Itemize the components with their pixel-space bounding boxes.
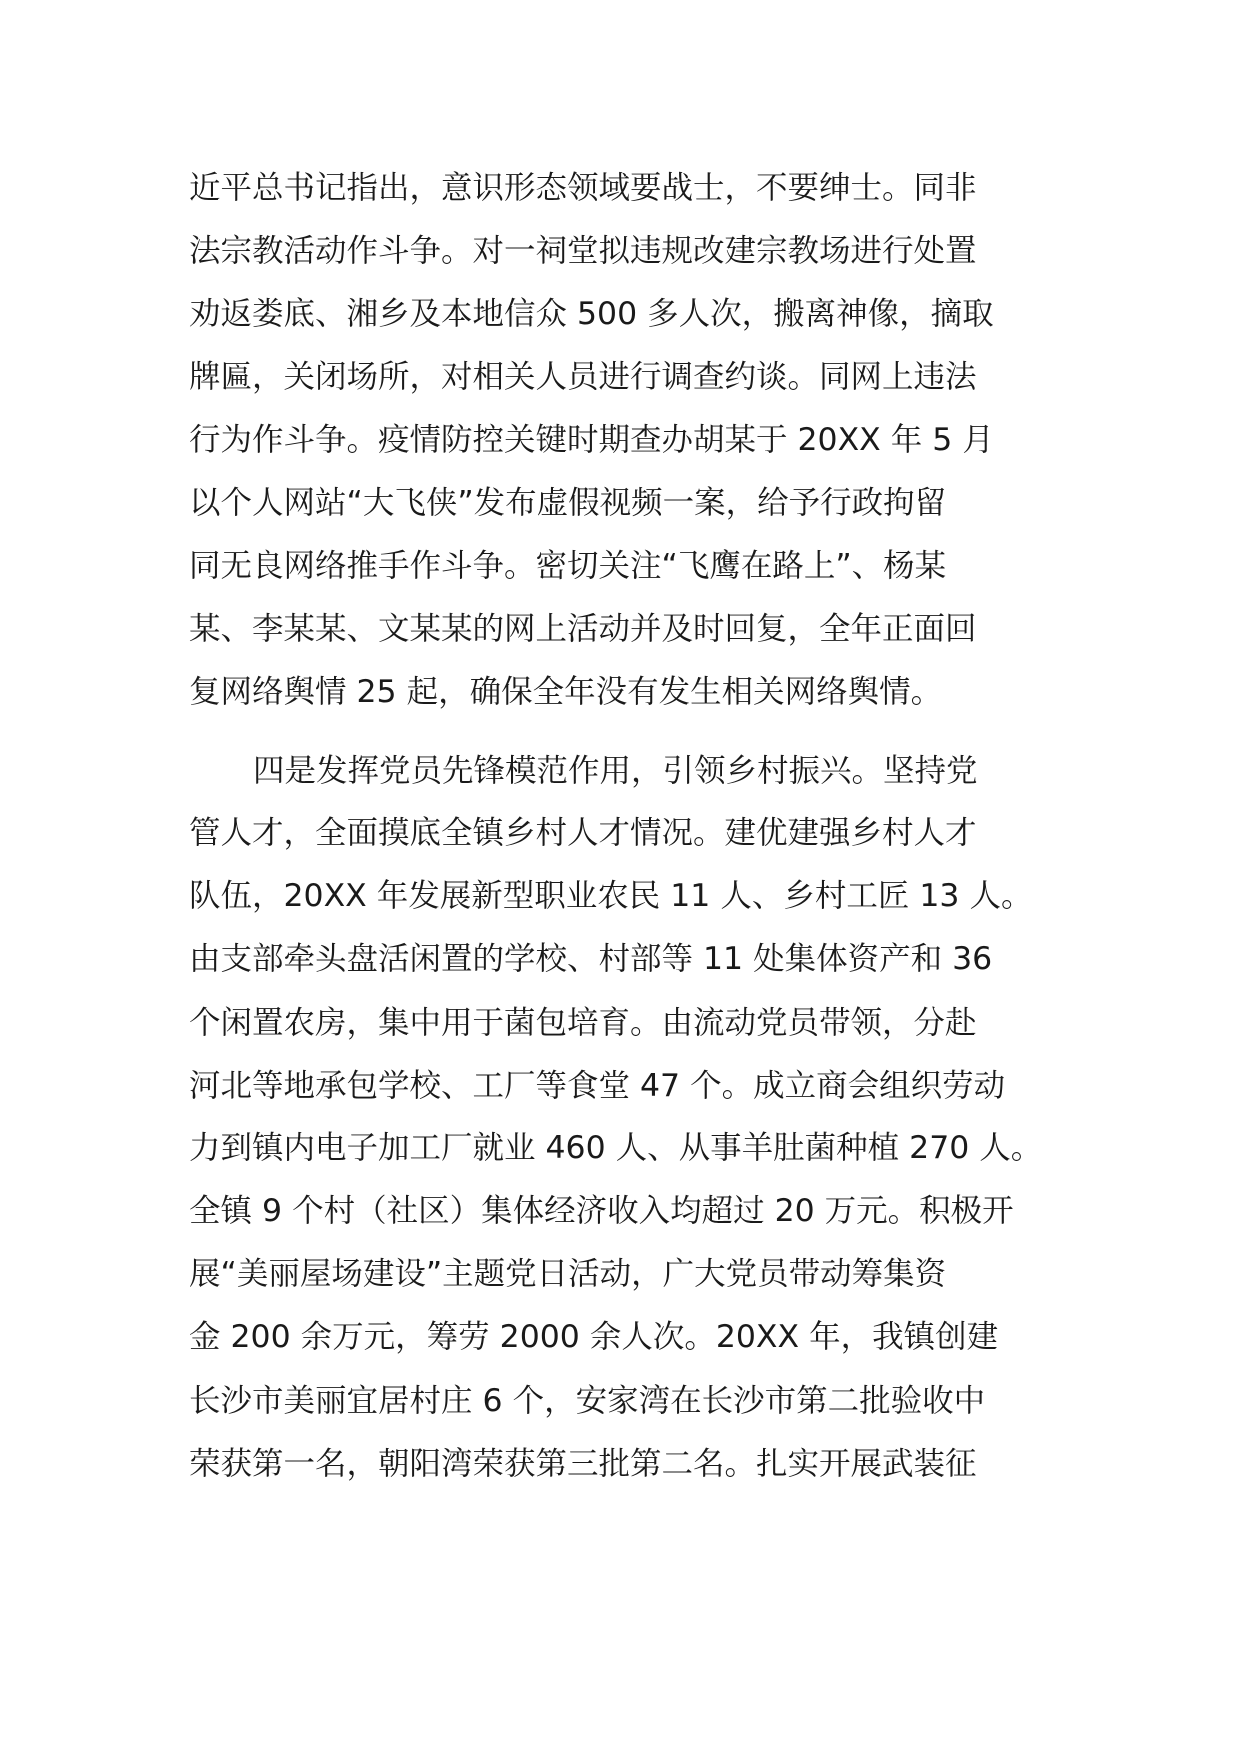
text-line: 行为作斗争。疫情防控关键时期查办胡某于 20XX 年 5 月 [189, 422, 994, 458]
text-line: 力到镇内电子加工厂就业 460 人、从事羊肚菌种植 270 人。 [189, 1130, 1043, 1166]
text-line: 近平总书记指出，意识形态领域要战士，不要绅士。同非 [189, 170, 977, 206]
text-line: 以个人网站“大飞侠”发布虚假视频一案，给予行政拘留 [189, 485, 947, 521]
text-line: 个闲置农房，集中用于菌包培育。由流动党员带领，分赴 [189, 1005, 977, 1041]
text-line: 长沙市美丽宜居村庄 6 个，安家湾在长沙市第二批验收中 [189, 1383, 986, 1419]
text-line: 由支部牵头盘活闲置的学校、村部等 11 处集体资产和 36 [189, 941, 993, 977]
text-line: 管人才，全面摸底全镇乡村人才情况。建优建强乡村人才 [189, 815, 977, 851]
text-line: 展“美丽屋场建设”主题党日活动，广大党员带动筹集资 [189, 1256, 947, 1292]
text-line: 劝返娄底、湘乡及本地信众 500 多人次，搬离神像，摘取 [189, 296, 994, 332]
text-line: 法宗教活动作斗争。对一祠堂拟违规改建宗教场进行处置 [189, 233, 977, 269]
text-line: 同无良网络推手作斗争。密切关注“飞鹰在路上”、杨某 [189, 548, 947, 584]
text-line: 复网络舆情 25 起，确保全年没有发生相关网络舆情。 [189, 674, 943, 710]
text-line: 荣获第一名，朝阳湾荣获第三批第二名。扎实开展武装征 [189, 1446, 977, 1482]
text-line: 某、李某某、文某某的网上活动并及时回复，全年正面回 [189, 611, 977, 647]
text-line: 牌匾，关闭场所，对相关人员进行调查约谈。同网上违法 [189, 359, 977, 395]
text-line: 河北等地承包学校、工厂等食堂 47 个。成立商会组织劳动 [189, 1068, 1006, 1104]
text-line: 全镇 9 个村（社区）集体经济收入均超过 20 万元。积极开 [189, 1193, 1014, 1229]
text-line: 四是发挥党员先锋模范作用，引领乡村振兴。坚持党 [253, 753, 978, 789]
text-line: 金 200 余万元，筹劳 2000 余人次。20XX 年，我镇创建 [189, 1319, 999, 1355]
text-line: 队伍，20XX 年发展新型职业农民 11 人、乡村工匠 13 人。 [189, 878, 1033, 914]
